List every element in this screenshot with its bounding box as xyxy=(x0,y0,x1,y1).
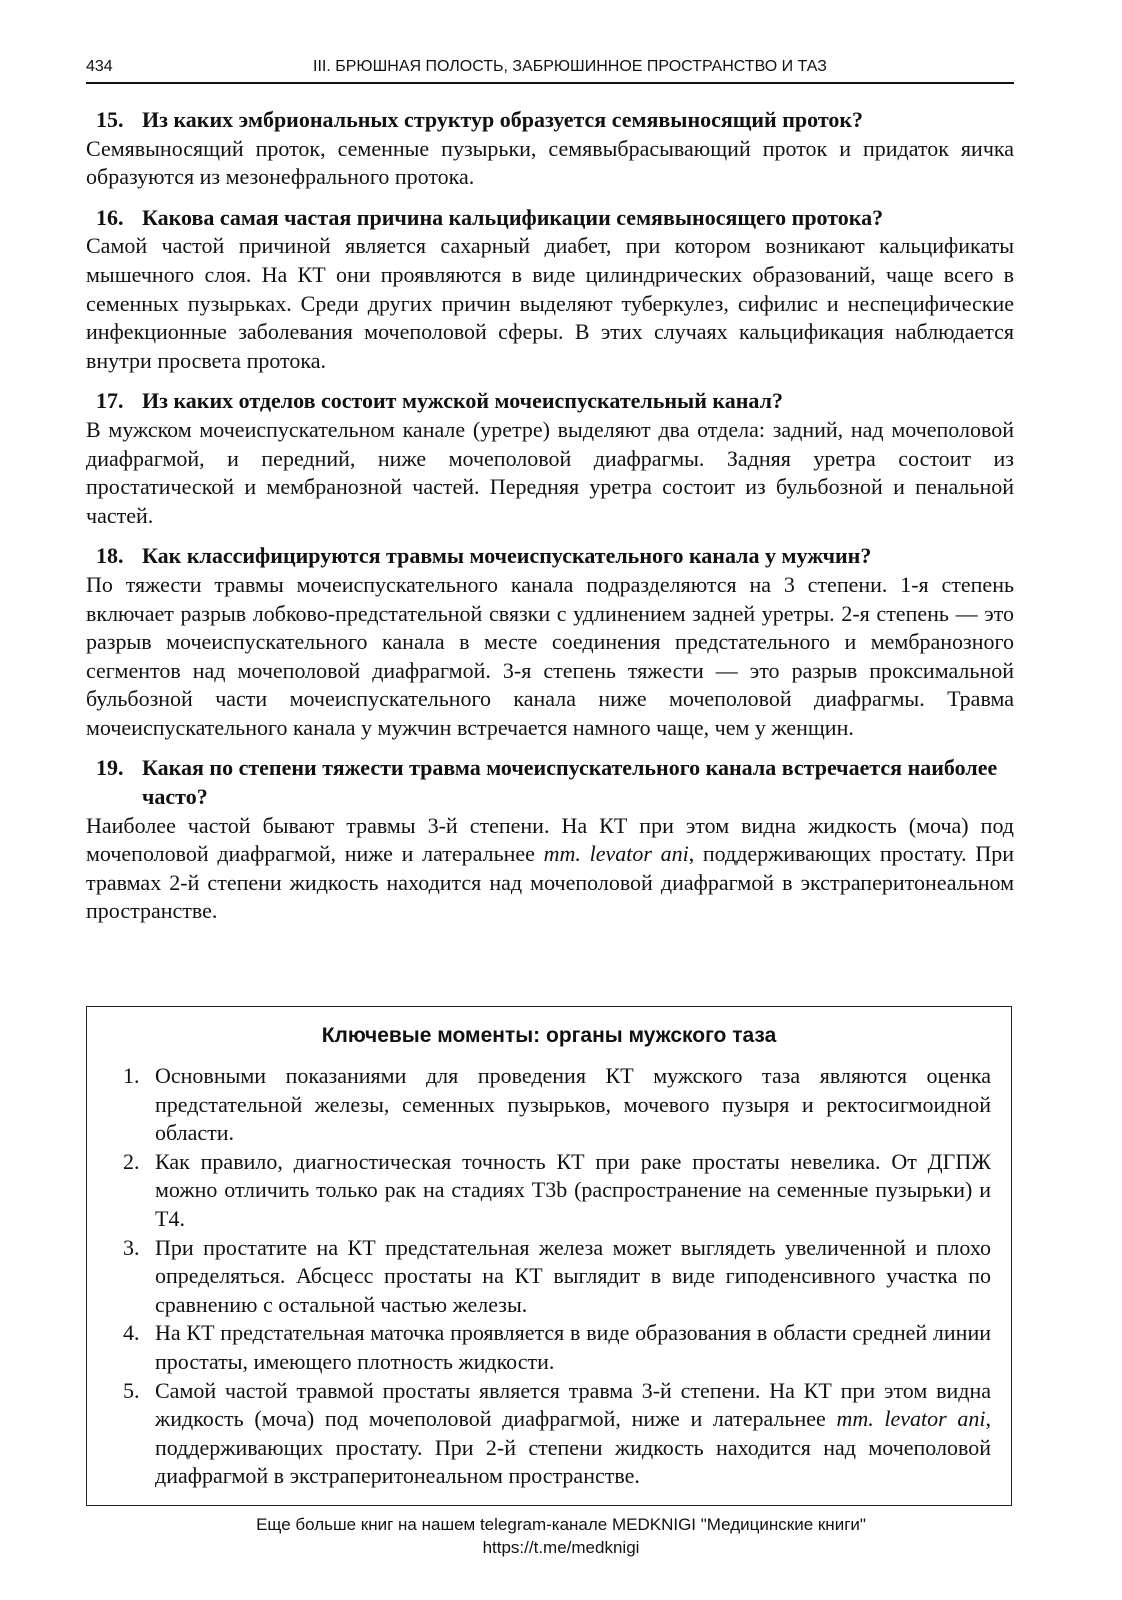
answer-text-part: Наиболее частой бывают травмы 3-й степени. На КТ при этом видна жидкость (моча) под мочеполовой диафрагмой, ниже и латеральнее xyxy=(86,812,1014,867)
answer-text-part: , поддерживающих простату. При травмах 2-й степени жидкость находится над мочеполовой диафрагмой в экстраперитонеальном пространстве. xyxy=(86,841,1014,924)
key-point-text: На КТ предстательная маточка проявляется в виде образования в области средней линии простаты, имеющего плотность жидкости. xyxy=(155,1320,991,1374)
question-number: 17. xyxy=(96,388,124,414)
key-point-number: 5. xyxy=(123,1377,140,1403)
question-number: 15. xyxy=(96,107,124,132)
question-block-18 xyxy=(86,542,1014,742)
key-point-text: При простатите на КТ предстательная железа может выглядеть увеличенной и плохо определяться. Абсцесс простаты на КТ выглядит в виде гиподенсивного участка по сравнению с остальной частью железы. xyxy=(155,1234,991,1317)
running-header xyxy=(86,56,1014,84)
question-block-16 xyxy=(86,204,1014,376)
question-text: Какова самая частая причина кальцификации семявыносящего протока? xyxy=(142,204,884,230)
question-number: 18. xyxy=(96,543,124,569)
question-text: Из каких отделов состоит мужской мочеиспускательный канал? xyxy=(142,388,783,414)
page-number: 434 xyxy=(86,58,113,75)
question-text: Из каких эмбриональных структур образуется семявыносящий проток? xyxy=(142,107,864,132)
key-point-number: 3. xyxy=(123,1234,140,1260)
answer-text: По тяжести травмы мочеиспускательного канала подразделяются на 3 степени. 1-я степень включает разрыв лобково-предстательной связки с удлинением задней уретры. 2-я степень — это разрыв мочеиспускательного канала в месте соединения предстательного и мембранозного сегментов над мочеполовой диафрагмой. 3-я степень тяжести — это разрыв проксимальной бульбозной части мочеиспускательного канала ниже мочеполовой диафрагмы. Травма мочеиспускательного канала у мужчин встречается намного чаще, чем у женщин. xyxy=(86,571,1014,740)
question-heading xyxy=(86,754,1014,811)
question-number: 19. xyxy=(96,755,124,781)
answer-text: Самой частой причиной является сахарный диабет, при котором возникают кальцификаты мышечного слоя. На КТ они проявляются в виде цилиндрических образований, чаще всего в семенных пузырьках. Среди других причин выделяют туберкулез, сифилис и неспецифические инфекционные заболевания мочеполовой сферы. В этих случаях кальцификация наблюдается внутри просвета протока. xyxy=(86,233,1014,373)
key-point-text: Основными показаниями для проведения КТ мужского таза являются оценка предстательной железы, семенных пузырьков, мочевого пузыря и ректосигмоидной области. xyxy=(155,1063,991,1146)
main-text xyxy=(86,106,1014,938)
answer-text xyxy=(86,812,1014,926)
key-points-list xyxy=(87,1062,1011,1491)
key-point-number: 4. xyxy=(123,1320,140,1346)
key-point-item xyxy=(123,1377,991,1491)
key-point-item xyxy=(123,1062,991,1148)
answer-text: В мужском мочеиспускательном канале (уретре) выделяют два отдела: задний, над мочеполовой диафрагмой, и передний, ниже мочеполовой диафрагмы. Задняя уретра состоит из простатической и мембранозной частей. Передняя уретра состоит из бульбозной и пенальной частей. xyxy=(86,416,1014,528)
key-points-title: Ключевые моменты: органы мужского таза xyxy=(321,1024,777,1047)
footer-channel-line: Еще больше книг на нашем telegram-канале MEDKNIGI "Медицинские книги" xyxy=(256,1515,866,1534)
key-point-text-part: Самой частой травмой простаты является травма 3-й степени. На КТ при этом видна жидкость (моча) под мочеполовой диафрагмой, ниже и латеральнее xyxy=(155,1377,991,1432)
key-point-text-part: , поддерживающих простату. При 2-й степени жидкость находится над мочеполовой диафрагмой в экстраперитонеальном пространстве. xyxy=(155,1406,991,1489)
latin-term: mm. levator ani xyxy=(543,841,689,867)
question-text: Какая по степени тяжести травма мочеиспускательного канала встречается наиболее часто? xyxy=(142,755,998,810)
question-heading xyxy=(86,542,1014,571)
question-block-15 xyxy=(86,106,1014,192)
key-point-item xyxy=(123,1148,991,1234)
key-point-item xyxy=(123,1319,991,1376)
running-title: III. БРЮШНАЯ ПОЛОСТЬ, ЗАБРЮШИННОЕ ПРОСТРАНСТВО И ТАЗ xyxy=(313,58,827,75)
key-point-item xyxy=(123,1234,991,1320)
key-points-box xyxy=(86,1006,1012,1506)
key-point-number: 2. xyxy=(123,1148,140,1174)
key-point-number: 1. xyxy=(123,1063,140,1088)
footer-note xyxy=(0,1513,1122,1559)
question-heading xyxy=(86,106,1014,135)
question-number: 16. xyxy=(96,204,124,230)
question-text: Как классифицируются травмы мочеиспускательного канала у мужчин? xyxy=(142,543,872,569)
answer-text: Семявыносящий проток, семенные пузырьки, семявыбрасывающий проток и придаток яичка образуются из мезонефрального протока. xyxy=(86,135,1014,190)
question-heading xyxy=(86,387,1014,416)
question-block-17 xyxy=(86,387,1014,530)
key-point-text: Как правило, диагностическая точность КТ при раке простаты невелика. От ДГПЖ можно отличить только рак на стадиях T3b (распространение на семенные пузырьки) и T4. xyxy=(155,1148,991,1231)
question-block-19 xyxy=(86,754,1014,926)
key-point-text xyxy=(155,1377,991,1491)
latin-term: mm. levator ani xyxy=(836,1406,986,1432)
footer-link[interactable]: https://t.me/medknigi xyxy=(482,1538,640,1557)
question-heading xyxy=(86,204,1014,233)
